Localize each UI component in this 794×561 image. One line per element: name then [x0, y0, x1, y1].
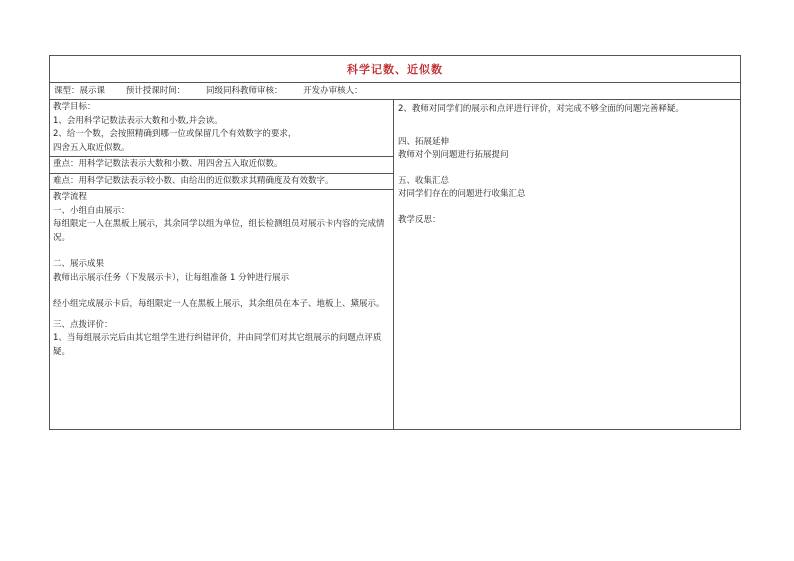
section-title: 三、点拨评价：	[53, 319, 113, 330]
key-point-cell	[50, 157, 393, 174]
section-title: 一、小组自由展示：	[53, 205, 130, 216]
right-column	[394, 100, 740, 429]
section-text: 对同学们存在的问题进行收集汇总	[398, 189, 526, 199]
dev-office-reviewer: 开发办审核人：	[303, 86, 363, 96]
process-heading: 教学流程	[53, 192, 88, 202]
section-text: 教师出示展示任务（下发展示卡），让每组准备 1 分钟进行展示	[53, 272, 290, 283]
key-point-text: 重点：用科学记数法表示大数和小数、用四舍五入取近似数。	[53, 159, 283, 169]
reflection-label: 教学反思：	[398, 215, 441, 225]
goals-heading: 教学目标：	[53, 102, 96, 112]
document-title: 科学记数、近似数	[50, 56, 740, 83]
process-cell	[50, 190, 393, 360]
evaluation-text: 2、教师对同学们的展示和点评进行评价，对完成不够全面的问题完善释疑。	[398, 104, 684, 114]
difficulty-cell	[50, 174, 393, 191]
planned-time: 预计授课时间：	[125, 86, 186, 96]
body-columns	[50, 100, 740, 429]
peer-reviewer: 同级同科教师审核：	[205, 86, 283, 96]
lesson-plan-table	[49, 55, 741, 430]
goal-item: 2、给一个数，会按照精确到哪一位或保留几个有效数字的要求，	[53, 129, 297, 139]
lesson-type: 课型：展示课	[54, 86, 106, 96]
section-title: 二、展示成果	[53, 259, 105, 269]
goal-item: 四舍五入取近似数。	[53, 142, 130, 153]
difficulty-text: 难点：用科学记数法表示较小数、由给出的近似数求其精确度及有效数字。	[53, 175, 334, 186]
goal-item: 1、会用科学记数法表示大数和小数,并会读。	[53, 115, 223, 126]
section-text: 每组限定一人在黑板上展示，其余同学以组为单位，组长检测组员对展示卡内容的完成情况。	[53, 219, 385, 243]
section-text: 1、当每组展示完后由其它组学生进行纠错评价，并由同学们对其它组展示的问题点评质疑。	[53, 333, 382, 357]
goals-cell	[50, 100, 393, 157]
section-text: 教师对个别问题进行拓展提问	[398, 150, 509, 160]
section-title: 四、拓展延伸	[398, 137, 450, 147]
section-title: 五、收集汇总	[398, 176, 450, 186]
section-text: 经小组完成展示卡后，每组限定一人在黑板上展示，其余组员在本子、地板上、黛展示。	[53, 299, 385, 309]
left-column	[50, 100, 394, 429]
meta-row	[50, 83, 740, 100]
